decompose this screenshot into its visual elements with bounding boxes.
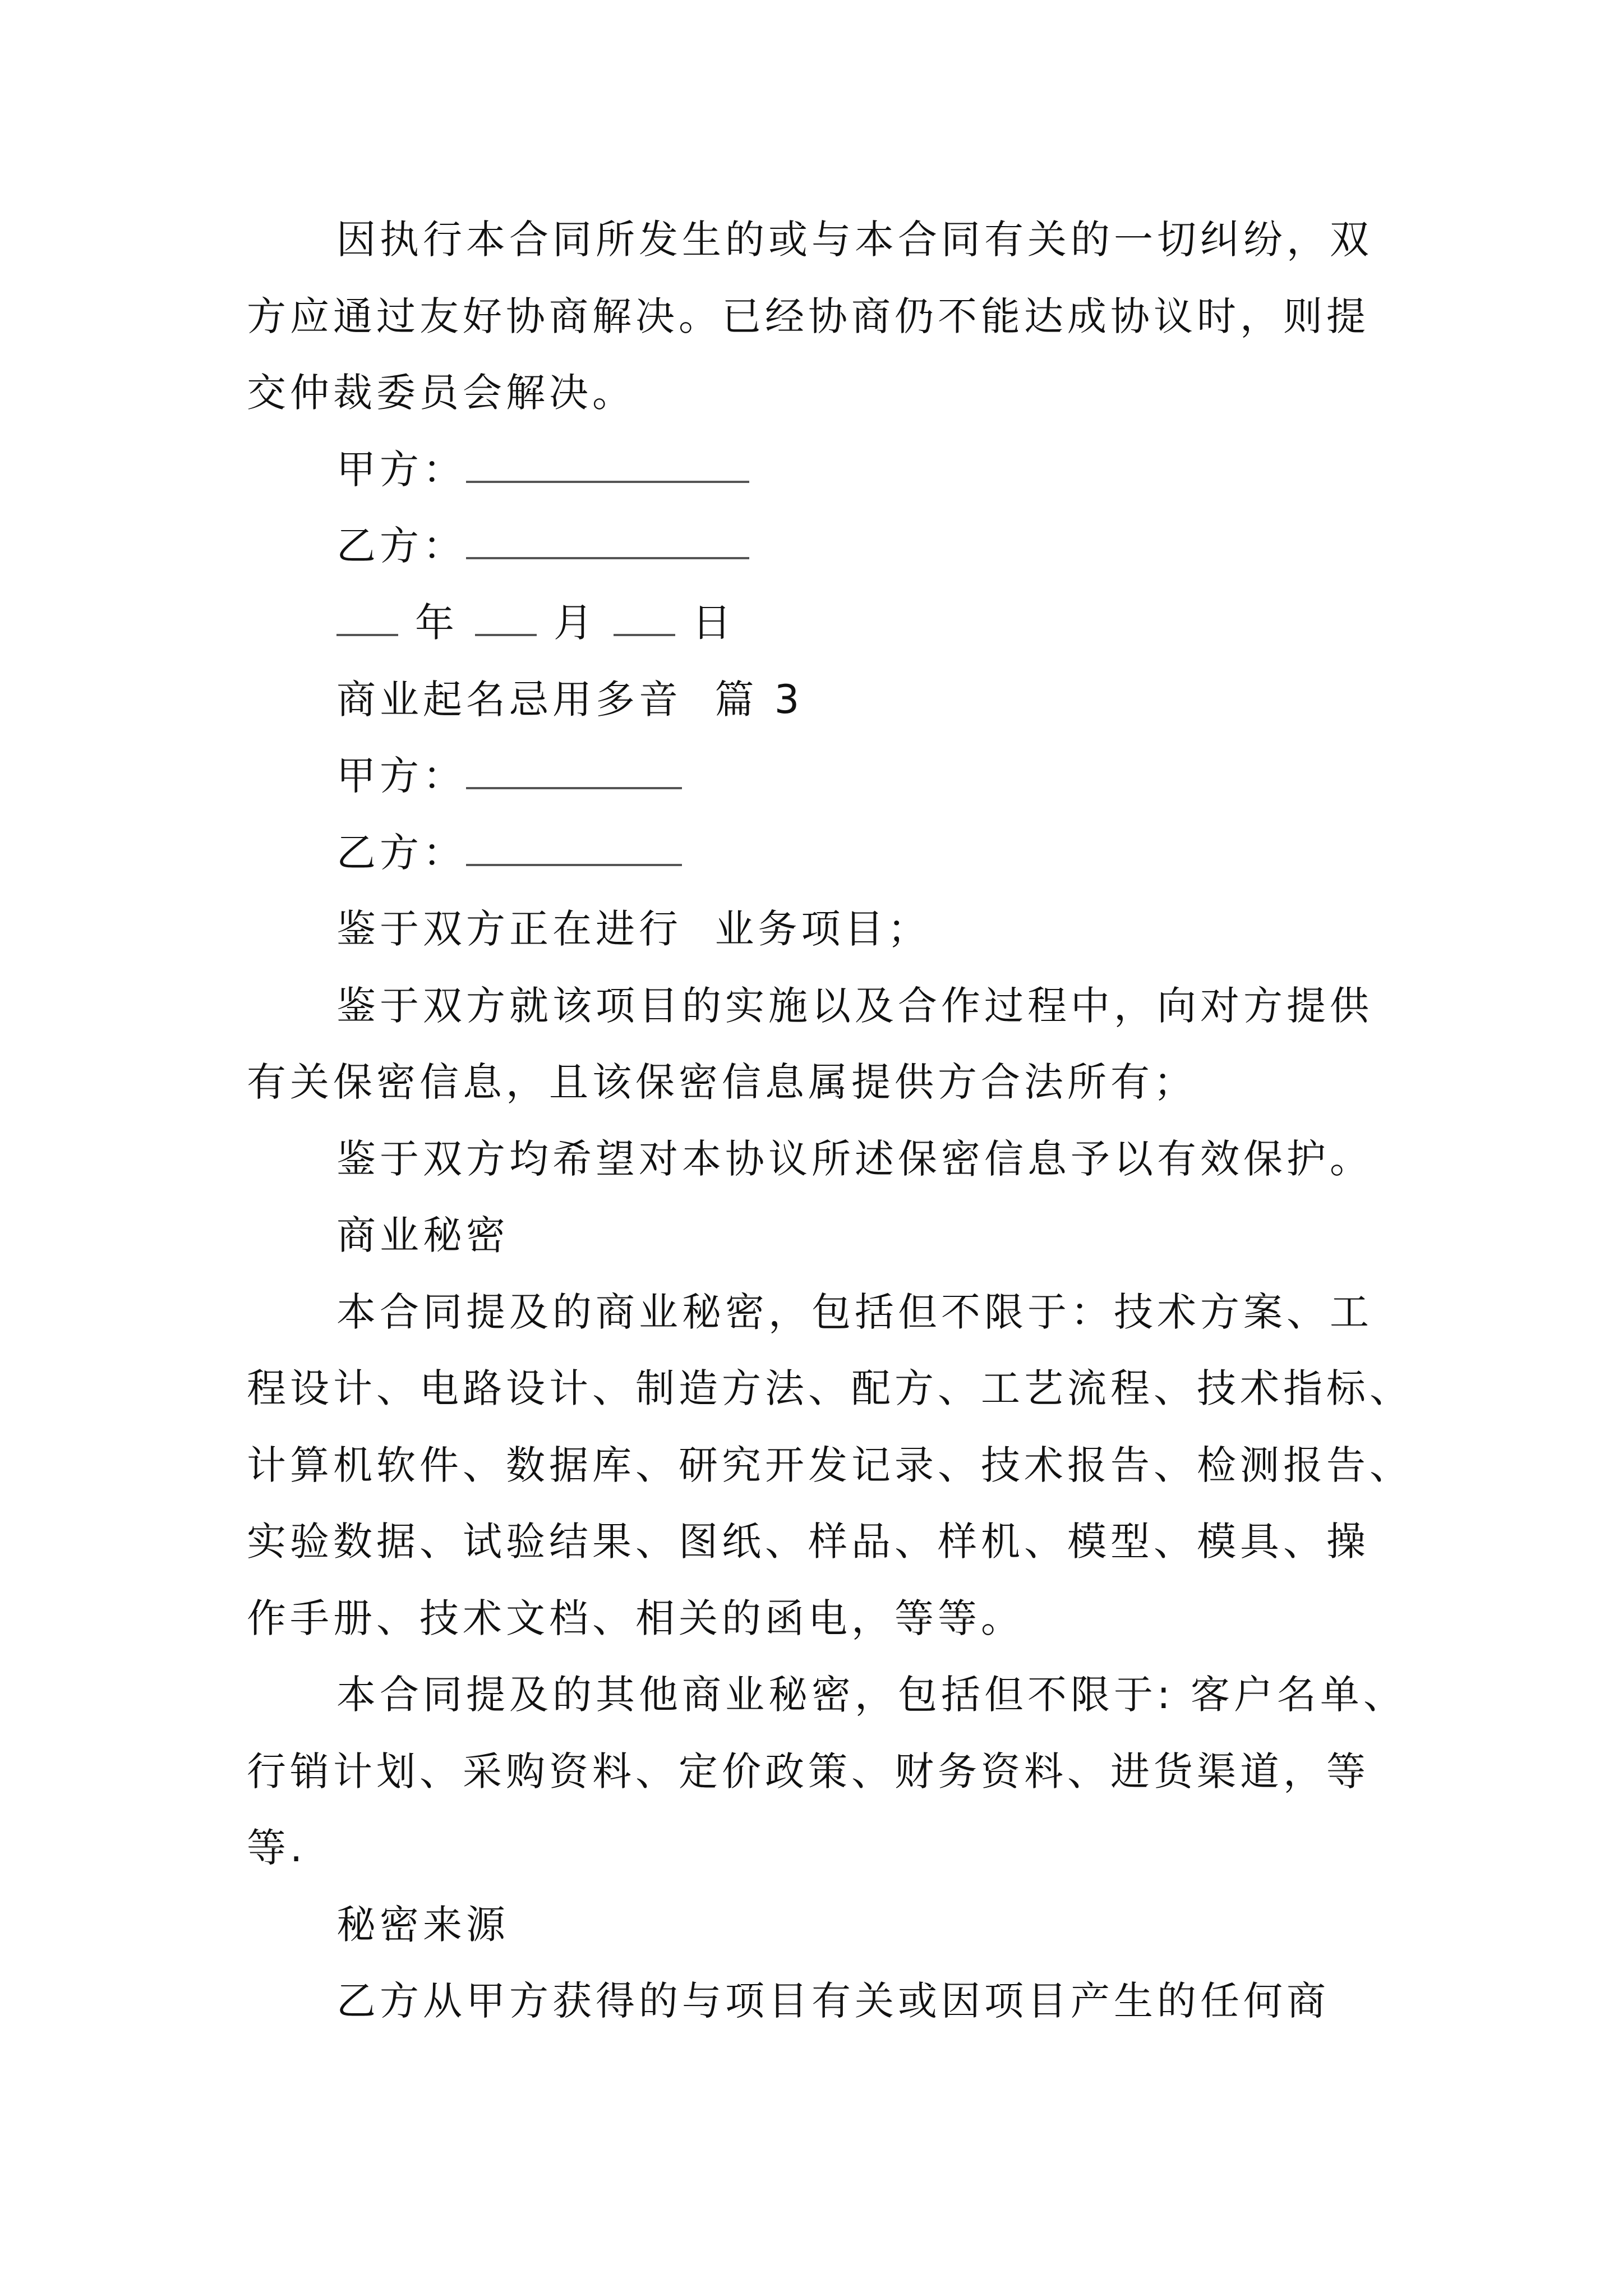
day-label: 日 <box>692 600 735 646</box>
heading-trade-secret: 商业秘密 <box>336 1212 509 1258</box>
secret-source-paragraph-line: 乙方从甲方获得的与项目有关或因项目产生的任何商 <box>336 1978 1330 2024</box>
day-blank <box>614 606 675 636</box>
heading-secret-source: 秘密来源 <box>336 1902 509 1948</box>
dispute-paragraph-line: 交仲裁委员会解决。 <box>247 370 635 416</box>
year-label: 年 <box>415 600 458 646</box>
signature-party-b <box>336 830 682 876</box>
whereas-clause-3: 鉴于双方均希望对本协议所述保密信息予以有效保护。 <box>336 1136 1373 1182</box>
trade-secret-paragraph-line: 作手册、技术文档、相关的函电，等等。 <box>247 1595 1024 1641</box>
month-label: 月 <box>554 600 597 646</box>
other-secret-paragraph-line: 本合同提及的其他商业秘密，包括但不限于: 客户名单、 <box>336 1672 1407 1718</box>
whereas-clause-1: 鉴于双方正在进行 业务项目； <box>336 906 931 952</box>
party-a-blank <box>466 453 749 483</box>
date-line <box>336 600 735 646</box>
trade-secret-paragraph-line: 程设计、电路设计、制造方法、配方、工艺流程、技术指标、 <box>247 1365 1413 1411</box>
year-blank <box>336 606 398 636</box>
trade-secret-paragraph-line: 本合同提及的商业秘密，包括但不限于：技术方案、工 <box>336 1289 1373 1335</box>
signature-party-a <box>336 447 749 493</box>
party-b-blank <box>466 836 682 866</box>
party-b-label: 乙方： <box>336 523 466 569</box>
dispute-paragraph-line: 因执行本合同所发生的或与本合同有关的一切纠纷，双 <box>336 217 1373 263</box>
whereas-clause-2-line: 有关保密信息，且该保密信息属提供方合法所有； <box>247 1059 1197 1105</box>
trade-secret-paragraph-line: 计算机软件、数据库、研究开发记录、技术报告、检测报告、 <box>247 1442 1413 1488</box>
other-secret-paragraph-line: 等. <box>247 1825 307 1871</box>
party-a-blank <box>466 759 682 789</box>
trade-secret-paragraph-line: 实验数据、试验结果、图纸、样品、样机、模型、模具、操 <box>247 1519 1370 1565</box>
section-heading: 商业起名忌用多音 篇 3 <box>336 677 804 723</box>
whereas-clause-2-line: 鉴于双方就该项目的实施以及合作过程中，向对方提供 <box>336 983 1373 1029</box>
signature-party-b <box>336 523 749 569</box>
party-b-blank <box>466 529 749 559</box>
party-a-label: 甲方： <box>336 753 466 799</box>
dispute-paragraph-line: 方应通过友好协商解决。已经协商仍不能达成协议时，则提 <box>247 293 1370 339</box>
party-b-label: 乙方： <box>336 830 466 876</box>
month-blank <box>475 606 537 636</box>
signature-party-a <box>336 753 682 799</box>
other-secret-paragraph-line: 行销计划、采购资料、定价政策、财务资料、进货渠道，等 <box>247 1749 1370 1795</box>
party-a-label: 甲方： <box>336 447 466 493</box>
